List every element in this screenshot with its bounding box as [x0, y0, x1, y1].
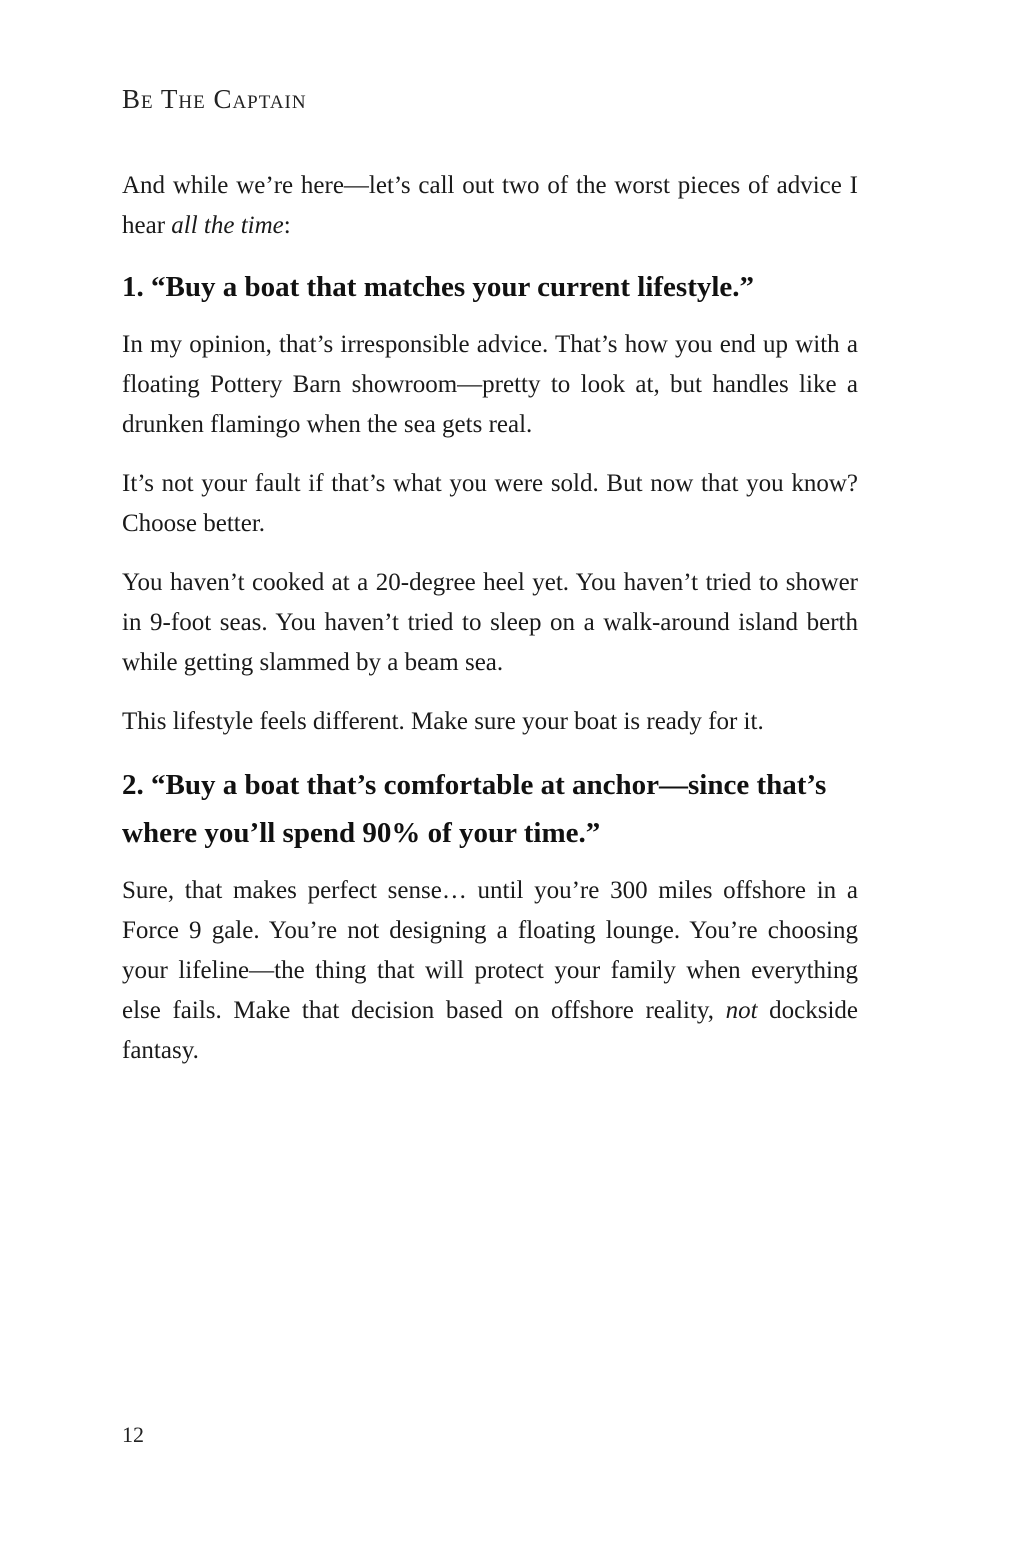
page-content: [122, 166, 858, 1090]
section-1-paragraph-2: It’s not your fault if that’s what you were sold. But now that you know? Choose better.: [122, 470, 858, 537]
section-2-paragraph: [122, 871, 858, 1071]
intro-text: And while we’re here—let’s call out two of the worst pieces of advice I hear: [122, 172, 858, 239]
section-1-paragraph-3: You haven’t cooked at a 20-degree heel yet. You haven’t tried to shower in 9-foot seas. You haven’t tried to sleep on a walk-around island berth while getting slammed by a beam sea.: [122, 569, 858, 676]
intro-emphasis: all the time: [171, 212, 284, 239]
section-1-heading: 1. “Buy a boat that matches your current lifestyle.”: [122, 271, 755, 303]
running-head: Be The Captain: [122, 84, 307, 114]
page-number: 12: [122, 1422, 144, 1447]
intro-text-end: :: [283, 212, 291, 239]
section-2-emphasis: not: [725, 997, 758, 1024]
section-1-paragraph-1: In my opinion, that’s irresponsible advice. That’s how you end up with a floating Pottery Barn showroom—pretty to look at, but handles like a drunken flamingo when the sea gets real.: [122, 331, 858, 438]
section-2-text: Sure, that makes perfect sense… until you’re 300 miles offshore in a Force 9 gale. You’re not designing a floating lounge. You’re choosing your lifeline—the thing that will protect your family when everything else fails. Make that decision based on offshore reality,: [122, 877, 858, 1024]
section-1-paragraph-4: This lifestyle feels different. Make sure your boat is ready for it.: [122, 708, 764, 735]
section-2-text-end: dockside fantasy.: [122, 997, 858, 1064]
section-2-heading: 2. “Buy a boat that’s comfortable at anchor—since that’s where you’ll spend 90% of your time.”: [122, 769, 827, 849]
intro-paragraph: [122, 166, 858, 246]
